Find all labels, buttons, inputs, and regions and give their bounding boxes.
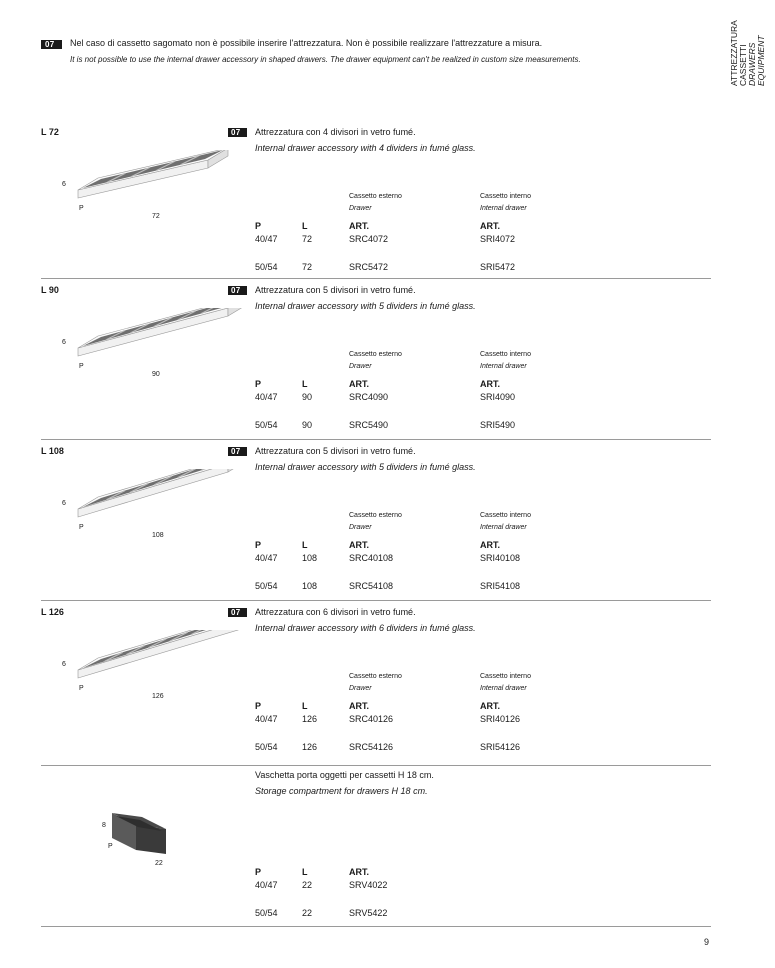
storage-header-l: L	[302, 867, 308, 877]
col-ext-it: Cassetto esterno	[349, 673, 402, 680]
row-art-ext: SRC54126	[349, 742, 394, 752]
storage-title-en: Storage compartment for drawers H 18 cm.	[255, 786, 428, 796]
row-art-ext: SRC4090	[349, 392, 389, 402]
row-art-int: SRI54126	[480, 742, 521, 752]
header-p: P	[255, 701, 262, 711]
note-badge: 07	[41, 40, 62, 49]
row-l: 108	[302, 581, 318, 591]
drawer-tray-illustration	[60, 308, 270, 388]
row-p: 50/54	[255, 420, 278, 430]
divider-rule	[41, 765, 711, 766]
section-title-it: Attrezzatura con 5 divisori in vetro fumé.	[255, 285, 416, 295]
row-art-ext: SRC40108	[349, 553, 394, 563]
storage-tray-illustration	[90, 805, 190, 875]
dim-l: 72	[152, 213, 160, 220]
section-code: L 126	[41, 607, 64, 617]
dim-h: 6	[62, 661, 66, 668]
header-art-ext: ART.	[349, 701, 369, 711]
storage-row-p: 50/54	[255, 908, 278, 918]
header-art-int: ART.	[480, 701, 500, 711]
row-l: 90	[302, 392, 313, 402]
col-int-en: Internal drawer	[480, 524, 527, 531]
row-l: 72	[302, 262, 313, 272]
row-l: 126	[302, 714, 318, 724]
col-int-it: Cassetto interno	[480, 673, 531, 680]
header-l: L	[302, 379, 308, 389]
storage-header-p: P	[255, 867, 262, 877]
dim-h: 6	[62, 339, 66, 346]
page-number: 9	[704, 937, 710, 947]
storage-title-it: Vaschetta porta oggetti per cassetti H 18 cm.	[255, 770, 434, 780]
row-art-ext: SRC5490	[349, 420, 389, 430]
section-badge: 07	[228, 608, 247, 617]
header-p: P	[255, 540, 262, 550]
storage-dim-l: 22	[155, 860, 163, 867]
header-art-ext: ART.	[349, 379, 369, 389]
storage-dim-h: 8	[102, 822, 106, 829]
storage-row-art: SRV4022	[349, 880, 388, 890]
row-p: 40/47	[255, 392, 278, 402]
dim-p: P	[79, 685, 84, 692]
section-code: L 108	[41, 446, 64, 456]
row-art-ext: SRC5472	[349, 262, 389, 272]
row-p: 50/54	[255, 581, 278, 591]
row-art-int: SRI40126	[480, 714, 521, 724]
storage-row-l: 22	[302, 880, 313, 890]
row-art-int: SRI54108	[480, 581, 521, 591]
row-p: 50/54	[255, 262, 278, 272]
col-int-en: Internal drawer	[480, 363, 527, 370]
divider-rule	[41, 439, 711, 440]
row-art-int: SRI4072	[480, 234, 516, 244]
col-ext-en: Drawer	[349, 205, 372, 212]
dim-l: 108	[152, 532, 164, 539]
header-art-int: ART.	[480, 379, 500, 389]
dim-p: P	[79, 524, 84, 531]
side-tab-line: DRAWERS	[747, 42, 757, 86]
storage-row-p: 40/47	[255, 880, 278, 890]
header-p: P	[255, 221, 262, 231]
row-art-ext: SRC4072	[349, 234, 389, 244]
section-badge: 07	[228, 447, 247, 456]
divider-rule	[41, 278, 711, 279]
header-art-int: ART.	[480, 221, 500, 231]
col-int-it: Cassetto interno	[480, 512, 531, 519]
section-title-it: Attrezzatura con 6 divisori in vetro fumé.	[255, 607, 416, 617]
row-art-int: SRI5490	[480, 420, 516, 430]
row-art-int: SRI40108	[480, 553, 521, 563]
row-p: 40/47	[255, 553, 278, 563]
divider-rule	[41, 600, 711, 601]
storage-row-art: SRV5422	[349, 908, 388, 918]
header-p: P	[255, 379, 262, 389]
header-art-ext: ART.	[349, 540, 369, 550]
dim-h: 6	[62, 181, 66, 188]
dim-p: P	[79, 363, 84, 370]
col-ext-en: Drawer	[349, 524, 372, 531]
row-p: 40/47	[255, 714, 278, 724]
divider-rule	[41, 926, 711, 927]
dim-l: 126	[152, 693, 164, 700]
row-l: 108	[302, 553, 318, 563]
storage-row-l: 22	[302, 908, 313, 918]
row-l: 90	[302, 420, 313, 430]
col-ext-en: Drawer	[349, 363, 372, 370]
col-ext-it: Cassetto esterno	[349, 193, 402, 200]
col-int-it: Cassetto interno	[480, 193, 531, 200]
header-l: L	[302, 540, 308, 550]
row-art-ext: SRC54108	[349, 581, 394, 591]
dim-h: 6	[62, 500, 66, 507]
col-ext-it: Cassetto esterno	[349, 351, 402, 358]
col-ext-en: Drawer	[349, 685, 372, 692]
drawer-tray-illustration	[60, 630, 280, 710]
section-title-it: Attrezzatura con 4 divisori in vetro fumé.	[255, 127, 416, 137]
header-l: L	[302, 221, 308, 231]
dim-p: P	[79, 205, 84, 212]
row-p: 40/47	[255, 234, 278, 244]
section-badge: 07	[228, 128, 247, 137]
note-text-en: It is not possible to use the internal drawer accessory in shaped drawers. The drawer equipment can't be realized in custom size measurements.	[70, 55, 581, 64]
storage-dim-p: P	[108, 843, 113, 850]
header-l: L	[302, 701, 308, 711]
dim-l: 90	[152, 371, 160, 378]
section-title-en: Internal drawer accessory with 6 dividers in fumé glass.	[255, 623, 476, 633]
row-p: 50/54	[255, 742, 278, 752]
header-art-int: ART.	[480, 540, 500, 550]
col-int-en: Internal drawer	[480, 685, 527, 692]
col-int-it: Cassetto interno	[480, 351, 531, 358]
side-tab-line: CASSETTI	[738, 44, 748, 86]
section-badge: 07	[228, 286, 247, 295]
row-l: 126	[302, 742, 318, 752]
row-art-ext: SRC40126	[349, 714, 394, 724]
col-int-en: Internal drawer	[480, 205, 527, 212]
col-ext-it: Cassetto esterno	[349, 512, 402, 519]
section-title-it: Attrezzatura con 5 divisori in vetro fumé.	[255, 446, 416, 456]
note-text-it: Nel caso di cassetto sagomato non è possibile inserire l'attrezzatura. Non è possibile realizzare l'attrezzature a misura.	[70, 38, 543, 48]
section-code: L 72	[41, 127, 59, 137]
row-art-int: SRI4090	[480, 392, 516, 402]
section-title-en: Internal drawer accessory with 4 dividers in fumé glass.	[255, 143, 476, 153]
side-tab-line: ATTREZZATURA	[729, 20, 739, 86]
section-code: L 90	[41, 285, 59, 295]
section-title-en: Internal drawer accessory with 5 dividers in fumé glass.	[255, 462, 476, 472]
header-art-ext: ART.	[349, 221, 369, 231]
drawer-tray-illustration	[60, 469, 270, 549]
row-l: 72	[302, 234, 313, 244]
row-art-int: SRI5472	[480, 262, 516, 272]
side-tab-line: EQUIPMENT	[756, 35, 766, 86]
side-tab	[730, 6, 775, 86]
storage-header-art: ART.	[349, 867, 369, 877]
section-title-en: Internal drawer accessory with 5 dividers in fumé glass.	[255, 301, 476, 311]
